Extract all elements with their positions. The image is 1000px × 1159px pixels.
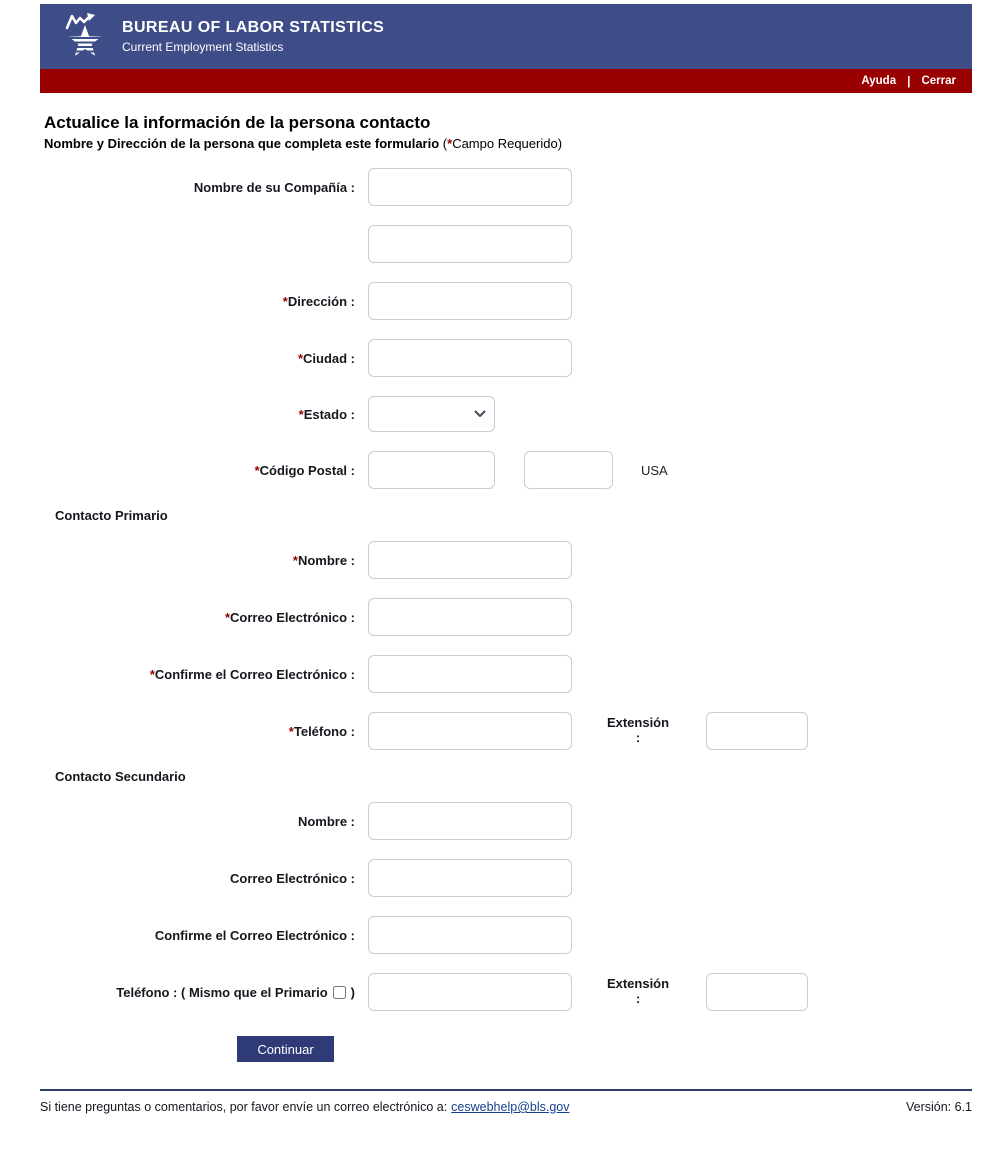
required-star: * (298, 406, 304, 422)
city-label: *Ciudad : (297, 350, 355, 366)
continue-button[interactable]: Continuar (237, 1036, 334, 1062)
zip-input[interactable] (368, 451, 495, 489)
state-select[interactable] (368, 396, 495, 432)
version-label: Versión: 6.1 (905, 1100, 972, 1114)
page-subtitle (44, 136, 1000, 151)
state-select-wrap (368, 396, 495, 432)
page-subtitle-text: Nombre y Dirección de la persona que completa este formulario (44, 136, 440, 151)
company-name-label: Nombre de su Compañía : (193, 179, 355, 195)
zip-row (44, 451, 1000, 489)
agency-title: BUREAU OF LABOR STATISTICS (122, 19, 385, 36)
required-note-open: ( (439, 136, 448, 151)
state-label: *Estado : (298, 406, 355, 422)
zip-label: *Código Postal : (254, 462, 355, 478)
primary-extension-input[interactable] (706, 712, 808, 750)
contact-form (44, 168, 1000, 1062)
secondary-phone-input[interactable] (368, 973, 572, 1011)
bls-star-logo-icon (62, 10, 108, 64)
primary-phone-input[interactable] (368, 712, 572, 750)
primary-email-row (44, 598, 1000, 636)
company-name-input-1[interactable] (368, 168, 572, 206)
address-row (44, 282, 1000, 320)
zip-plus4-input[interactable] (524, 451, 613, 489)
red-nav-bar (40, 69, 972, 93)
secondary-confirm-email-input[interactable] (368, 916, 572, 954)
primary-name-input[interactable] (368, 541, 572, 579)
ayuda-link[interactable]: Ayuda (861, 75, 897, 87)
required-star: * (292, 552, 298, 568)
page-footer (40, 1089, 972, 1114)
address-label: *Dirección : (282, 293, 355, 309)
primary-email-input[interactable] (368, 598, 572, 636)
country-label: USA (641, 462, 668, 478)
header-banner (40, 4, 972, 93)
secondary-email-label: Correo Electrónico : (230, 870, 355, 886)
cerrar-link[interactable]: Cerrar (921, 75, 956, 87)
support-email-link[interactable]: ceswebhelp@bls.gov (451, 1100, 570, 1114)
state-row (44, 396, 1000, 432)
city-row (44, 339, 1000, 377)
required-star: * (297, 350, 303, 366)
address-input[interactable] (368, 282, 572, 320)
required-note-star: * (447, 136, 453, 151)
secondary-contact-section-title: Contacto Secundario (55, 769, 186, 784)
secondary-extension-input[interactable] (706, 973, 808, 1011)
secondary-confirm-email-row (44, 916, 1000, 954)
primary-name-row (44, 541, 1000, 579)
main-content (44, 113, 1000, 1062)
secondary-email-row (44, 859, 1000, 897)
primary-confirm-email-label: *Confirme el Correo Electrónico : (149, 666, 355, 682)
program-subtitle: Current Employment Statistics (122, 40, 284, 54)
page-title: Actualice la información de la persona contacto (44, 113, 431, 132)
secondary-email-input[interactable] (368, 859, 572, 897)
required-star: * (254, 462, 260, 478)
secondary-phone-label: Teléfono : ( Mismo que el Primario ) (116, 984, 355, 1000)
required-star: * (224, 609, 231, 625)
bls-blue-banner (40, 4, 972, 69)
primary-name-label: *Nombre : (292, 552, 355, 568)
secondary-extension-label: Extensión : (606, 976, 670, 1006)
primary-confirm-email-input[interactable] (368, 655, 572, 693)
required-star: * (282, 293, 288, 309)
city-input[interactable] (368, 339, 572, 377)
footer-message: Si tiene preguntas o comentarios, por favor envíe un correo electrónico a: ceswebhelp@bls.gov (40, 1100, 570, 1114)
secondary-confirm-email-label: Confirme el Correo Electrónico : (154, 927, 355, 943)
same-as-primary-checkbox[interactable] (333, 986, 346, 999)
secondary-name-input[interactable] (368, 802, 572, 840)
primary-email-label: *Correo Electrónico : (224, 609, 355, 625)
secondary-name-label: Nombre : (297, 813, 355, 829)
primary-phone-row (44, 712, 1000, 750)
required-star: * (149, 666, 155, 682)
company-name-row-2 (44, 225, 1000, 263)
banner-text (122, 19, 384, 54)
primary-phone-label: *Teléfono : (288, 723, 355, 739)
secondary-phone-row (44, 973, 1000, 1011)
primary-confirm-email-row (44, 655, 1000, 693)
primary-contact-section-title: Contacto Primario (55, 508, 168, 523)
company-name-row-1 (44, 168, 1000, 206)
secondary-name-row (44, 802, 1000, 840)
primary-extension-label: Extensión : (606, 715, 670, 745)
company-name-input-2[interactable] (368, 225, 572, 263)
required-note-text: Campo Requerido) (452, 136, 563, 151)
required-star: * (288, 723, 294, 739)
nav-separator: | (907, 74, 911, 88)
